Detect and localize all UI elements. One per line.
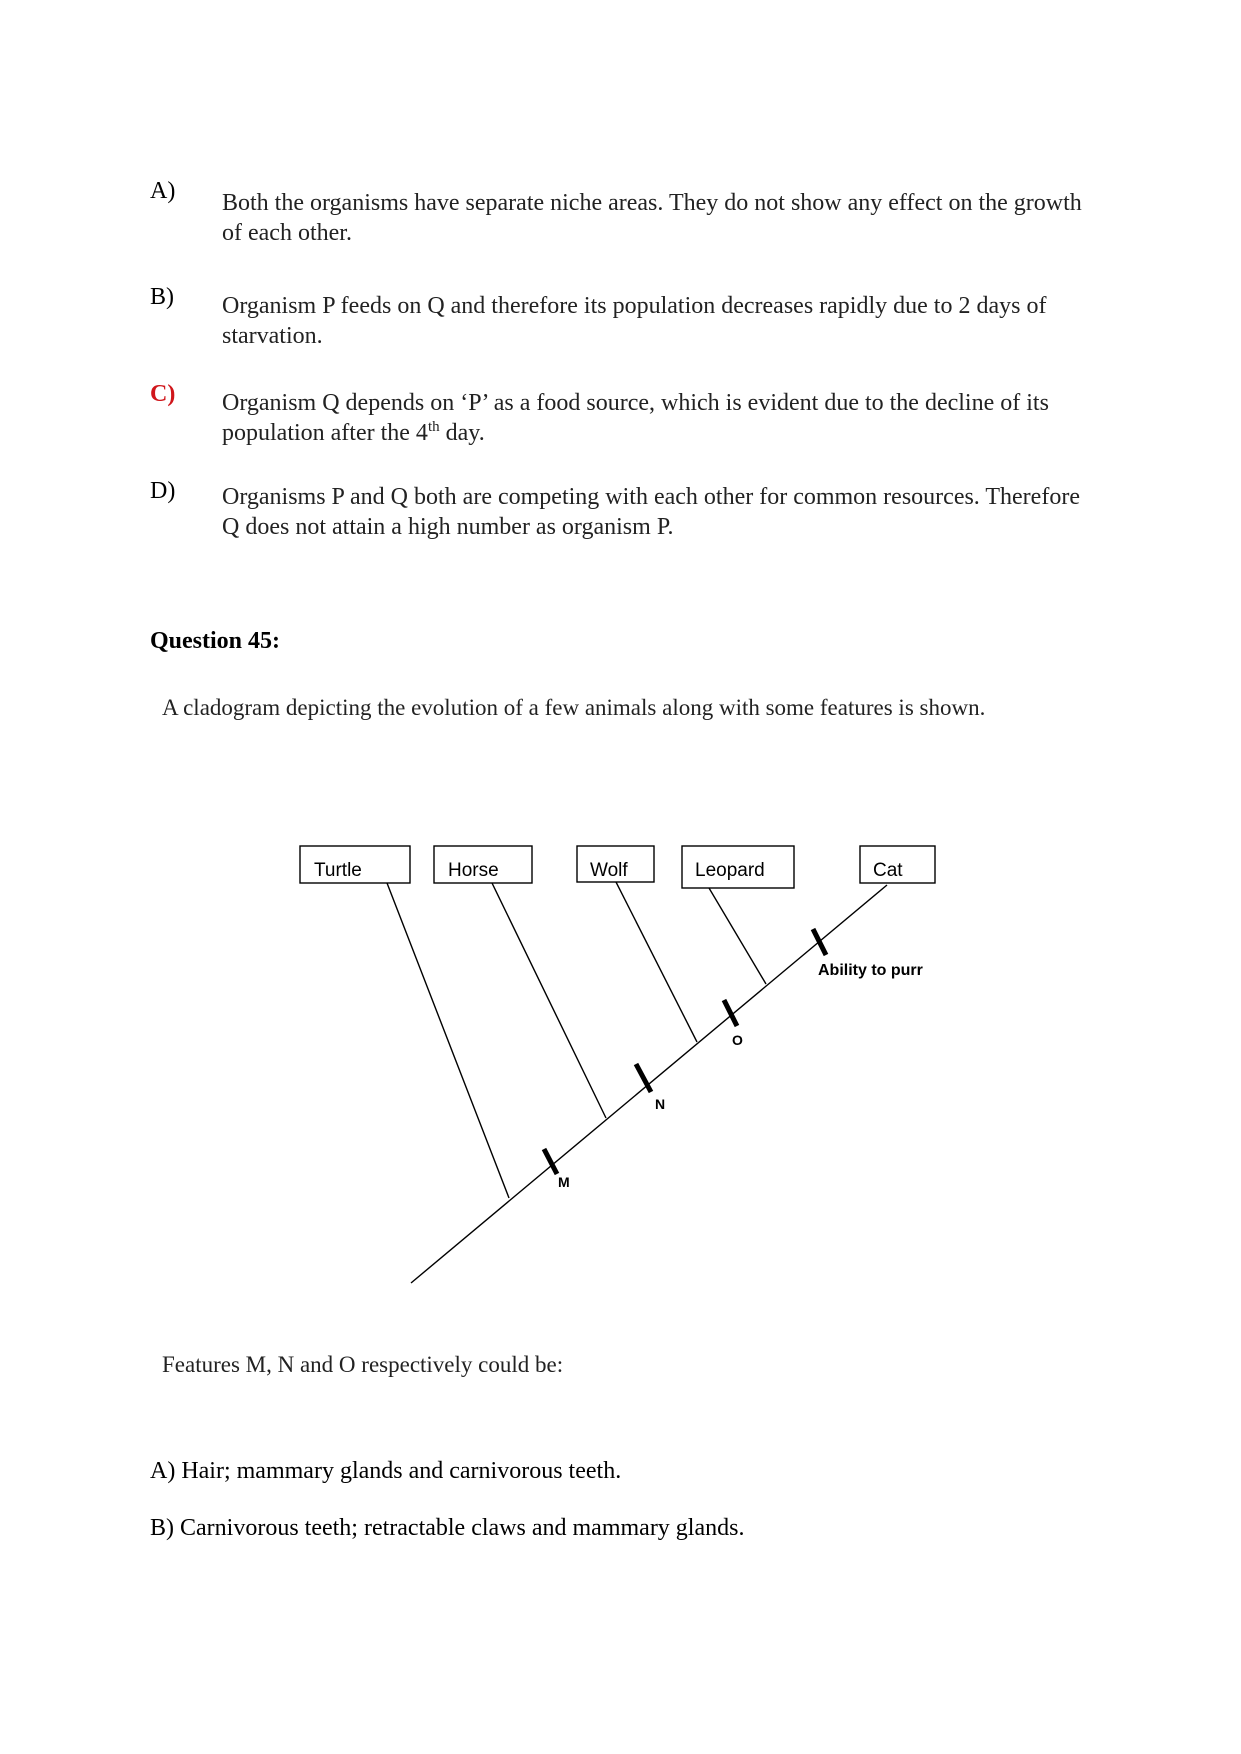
question-prompt: Features M, N and O respectively could be: [162, 1352, 564, 1377]
feature-m-label: M [558, 1174, 570, 1190]
feature-o-label: O [732, 1032, 743, 1048]
option-a-letter: A) [150, 178, 176, 204]
label-cat: Cat [873, 860, 903, 881]
question-heading: Question 45: [150, 628, 281, 654]
option-a-text: Both the organisms have separate niche areas. They do not show any effect on the growth of each other. [222, 190, 1082, 246]
answer-a: A) Hair; mammary glands and carnivorous teeth. [150, 1458, 622, 1484]
option-c-superscript: th [427, 419, 440, 435]
branch-leopard [709, 888, 766, 984]
option-c-text-main: Organism Q depends on ‘P’ as a food source, which is evident due to the decline of its population after the 4 [222, 390, 1049, 446]
option-d-letter: D) [150, 478, 176, 504]
branch-turtle [387, 883, 509, 1198]
option-b-letter: B) [150, 284, 174, 310]
label-turtle: Turtle [314, 860, 362, 881]
option-d-text: Organisms P and Q both are competing with each other for common resources. Therefore Q does not attain a high number as organism P. [222, 484, 1080, 540]
tick-purr [813, 929, 826, 955]
branch-horse [492, 883, 606, 1118]
branch-wolf [616, 882, 697, 1042]
label-leopard: Leopard [695, 860, 765, 881]
label-horse: Horse [448, 860, 499, 881]
tick-o [724, 1000, 737, 1026]
option-c-letter: C) [150, 381, 176, 407]
feature-purr-label: Ability to purr [818, 962, 923, 979]
question-intro: A cladogram depicting the evolution of a few animals along with some features is shown. [162, 695, 986, 720]
option-c-text-end: day. [439, 420, 485, 446]
feature-n-label: N [655, 1096, 666, 1112]
label-wolf: Wolf [590, 860, 628, 881]
option-b-text: Organism P feeds on Q and therefore its population decreases rapidly due to 2 days of starvation. [222, 293, 1047, 349]
answer-b: B) Carnivorous teeth; retractable claws and mammary glands. [150, 1515, 745, 1541]
